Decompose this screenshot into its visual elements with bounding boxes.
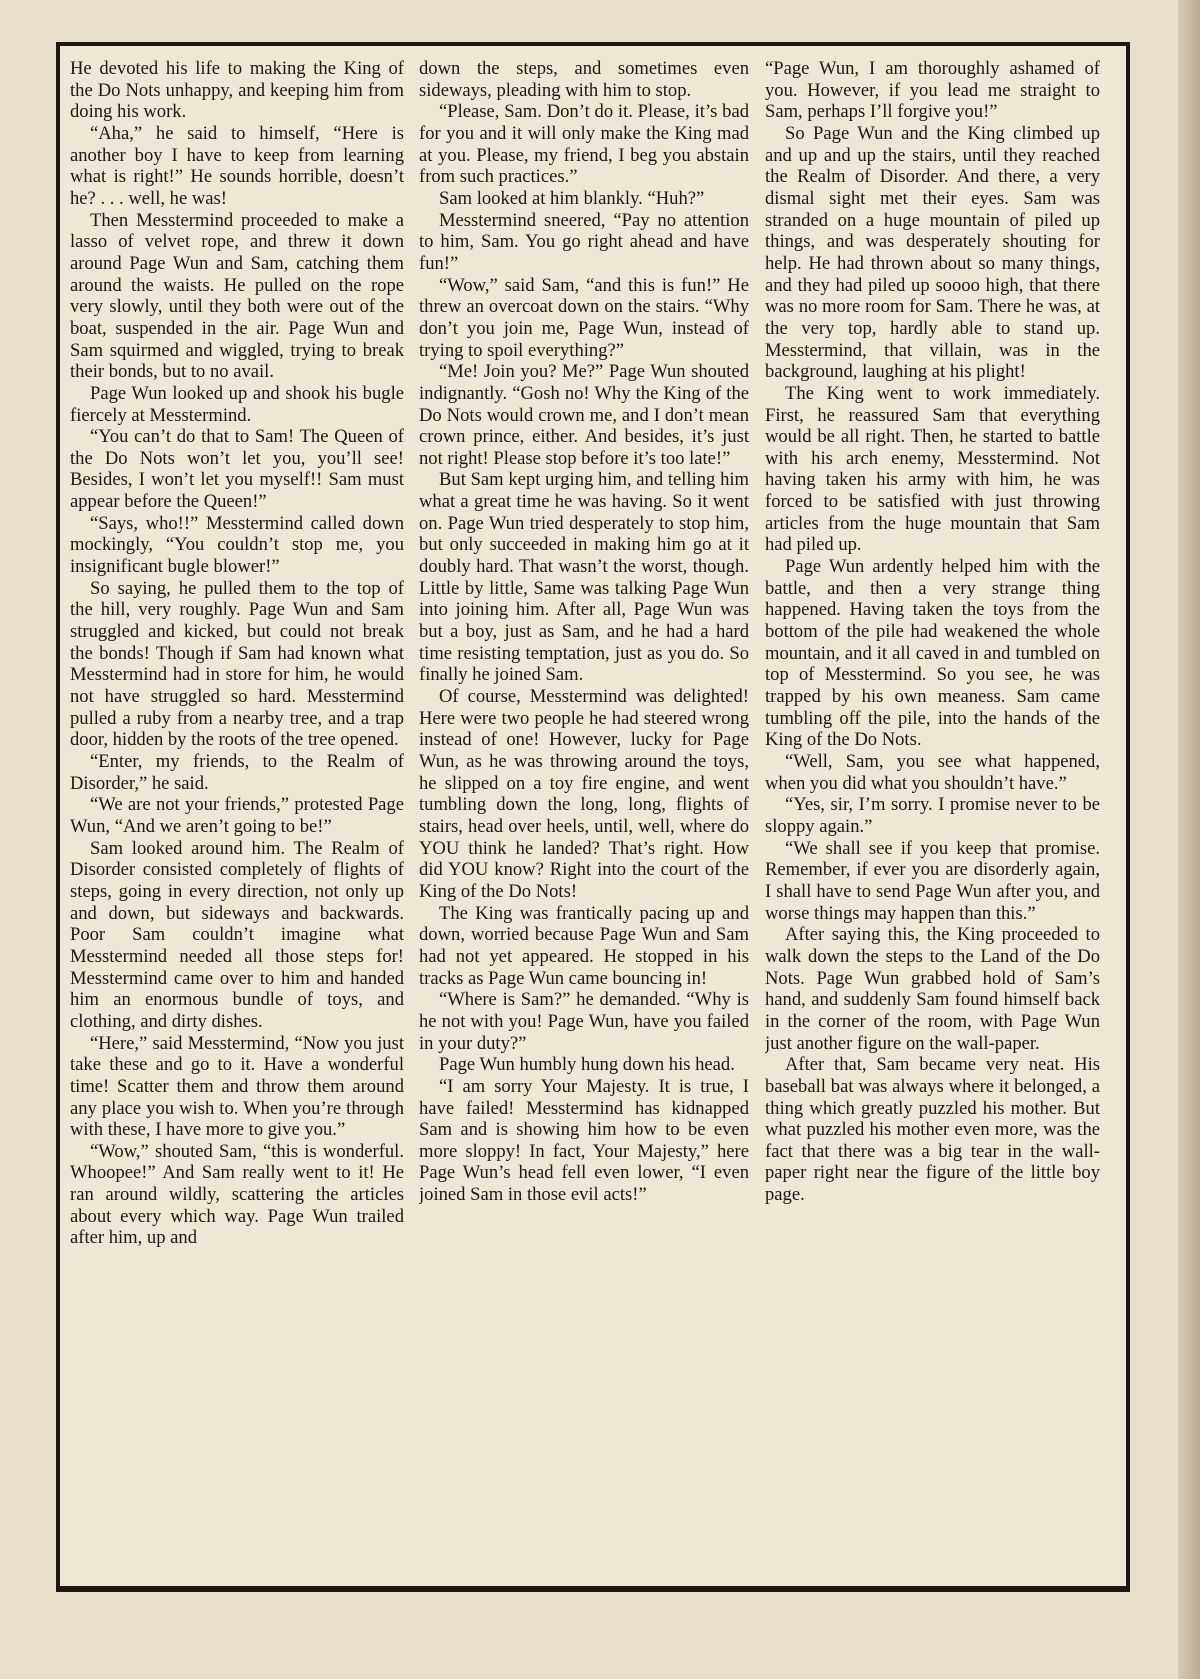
- paragraph: “We shall see if you keep that promise. Remember, if ever you are disorderly again, I shall have to send Page Wun after you, and worse things may happen than this.”: [765, 837, 1100, 924]
- paragraph: After saying this, the King proceeded to walk down the steps to the Land of the Do Nots. Page Wun grabbed hold of Sam’s hand, and suddenly Sam found himself back in the corner of the room, with Page Wun just another figure on the wall-paper.: [765, 924, 1100, 1054]
- paragraph: He devoted his life to making the King of the Do Nots unhappy, and keeping him from doing his work.: [70, 58, 404, 123]
- paragraph: Sam looked around him. The Realm of Disorder consisted completely of flights of steps, going in every direction, not only up and down, but sideways and backwards. Poor Sam couldn’t imagine what Messtermind needed all those steps for! Messtermind came over to him and handed him an enormous bundle of toys, and clothing, and dirty dishes.: [70, 837, 404, 1032]
- paragraph: After that, Sam became very neat. His baseball bat was always where it belonged, a thing which greatly puzzled his mother. But what puzzled his mother even more, was the fact that there was a big tear in the wall-paper right near the figure of the little boy page.: [765, 1054, 1100, 1206]
- paragraph: “We are not your friends,” protested Page Wun, “And we aren’t going to be!”: [70, 794, 404, 837]
- paragraph: “Wow,” said Sam, “and this is fun!” He threw an overcoat down on the stairs. “Why don’t you join me, Page Wun, instead of trying to spoil everything?”: [419, 274, 749, 361]
- paragraph: “Where is Sam?” he demanded. “Why is he not with you! Page Wun, have you failed in your duty?”: [419, 989, 749, 1054]
- paragraph: “Here,” said Messtermind, “Now you just take these and go to it. Have a wonderful time! Scatter them and throw them around any place you wish to. When you’re through with these, I have more to give you.”: [70, 1032, 404, 1141]
- paragraph: “Says, who!!” Messtermind called down mockingly, “You couldn’t stop me, you insignificant bugle blower!”: [70, 512, 404, 578]
- paragraph: “Wow,” shouted Sam, “this is wonderful. Whoopee!” And Sam really went to it! He ran around wildly, scattering the articles about every which way. Page Wun trailed after him, up and: [70, 1140, 404, 1249]
- paragraph: Page Wun looked up and shook his bugle fiercely at Messtermind.: [70, 382, 404, 426]
- text-column-3: [765, 58, 1100, 1576]
- paragraph: So Page Wun and the King climbed up and up and up the stairs, until they reached the Realm of Disorder. And there, a very dismal sight met their eyes. Sam was stranded on a huge mountain of piled up things, and was desperately shouting for help. He had thrown about so many things, and they had piled up soooo high, that there was no more room for Sam. There he was, at the very top, hardly able to stand up. Messtermind, that villain, was in the background, laughing at his plight!: [765, 122, 1100, 383]
- paragraph: Then Messtermind proceeded to make a lasso of velvet rope, and threw it down around Page Wun and Sam, catching them around the waists. He pulled on the rope very slowly, until they both were out of the boat, suspended in the air. Page Wun and Sam squirmed and wiggled, trying to break their bonds, but to no avail.: [70, 209, 404, 383]
- text-column-1: [70, 58, 404, 1576]
- paragraph: “Well, Sam, you see what happened, when you did what you shouldn’t have.”: [765, 751, 1100, 794]
- paragraph: The King was frantically pacing up and down, worried because Page Wun and Sam had not yet appeared. He stopped in his tracks as Page Wun came bouncing in!: [419, 902, 749, 989]
- paragraph: “Aha,” he said to himself, “Here is another boy I have to keep from learning what is right!” He sounds horrible, doesn’t he? . . . well, he was!: [70, 122, 404, 209]
- paragraph: down the steps, and sometimes even sideways, pleading with him to stop.: [419, 58, 749, 101]
- paragraph: Messtermind sneered, “Pay no attention to him, Sam. You go right ahead and have fun!”: [419, 209, 749, 274]
- paragraph: The King went to work immediately. First, he reassured Sam that everything would be all right. Then, he started to battle with his arch enemy, Messtermind. Not having taken his army with him, he was forced to be satisfied with just throwing articles from the huge mountain that Sam had piled up.: [765, 382, 1100, 556]
- paragraph: So saying, he pulled them to the top of the hill, very roughly. Page Wun and Sam struggled and kicked, but could not break the bonds! Though if Sam had known what Messtermind had in store for him, he would not have struggled so hard. Messtermind pulled a ruby from a nearby tree, and a trap door, hidden by the roots of the tree opened.: [70, 577, 404, 751]
- paragraph: Page Wun humbly hung down his head.: [439, 1054, 735, 1076]
- text-column-2: [419, 58, 749, 1576]
- paragraph: Sam looked at him blankly. “Huh?”: [439, 187, 705, 209]
- text-frame: [56, 42, 1130, 1592]
- paragraph: “You can’t do that to Sam! The Queen of the Do Nots won’t let you, you’ll see! Besides, I won’t let you myself!! Sam must appear before the Queen!”: [70, 426, 404, 513]
- paragraph: “Page Wun, I am thoroughly ashamed of you. However, if you lead me straight to Sam, perhaps I’ll forgive you!”: [765, 58, 1100, 123]
- paragraph: “Please, Sam. Don’t do it. Please, it’s bad for you and it will only make the King mad at you. Please, my friend, I beg you abstain from such practices.”: [419, 101, 749, 188]
- paragraph: “Enter, my friends, to the Realm of Disorder,” he said.: [70, 751, 404, 794]
- paragraph: Page Wun ardently helped him with the battle, and then a very strange thing happened. Having taken the toys from the bottom of the pile had weakened the whole mountain, and it all caved in and tumbled on top of Messtermind. So you see, he was trapped by his own meaness. Sam came tumbling off the pile, into the hands of the King of the Do Nots.: [765, 556, 1100, 751]
- paragraph: “I am sorry Your Majesty. It is true, I have failed! Messtermind has kidnapped Sam and is showing him how to be even more sloppy! In fact, Your Majesty,” here Page Wun’s head fell even lower, “I even joined Sam in those evil acts!”: [419, 1075, 749, 1206]
- paragraph: “Me! Join you? Me?” Page Wun shouted indignantly. “Gosh no! Why the King of the Do Nots would crown me, and I don’t mean crown prince, either. And besides, it’s just not right! Please stop before it’s too late!”: [419, 361, 749, 469]
- paragraph: But Sam kept urging him, and telling him what a great time he was having. So it went on. Page Wun tried desperately to stop him, but only succeeded in making him go at it doubly hard. That wasn’t the worst, though. Little by little, Same was talking Page Wun into joining him. After all, Page Wun was but a boy, just as Sam, and he had a hard time resisting temptation, just as you do. So finally he joined Sam.: [419, 469, 749, 686]
- paragraph: Of course, Messtermind was delighted! Here were two people he had steered wrong instead of one! However, lucky for Page Wun, as he was throwing around the toys, he slipped on a toy fire engine, and went tumbling down the long, long, flights of stairs, head over heels, until, well, where do YOU think he landed? That’s right. How did YOU know? Right into the court of the King of the Do Nots!: [419, 686, 749, 902]
- page-edge: [1178, 0, 1200, 1679]
- paragraph: “Yes, sir, I’m sorry. I promise never to be sloppy again.”: [765, 794, 1100, 837]
